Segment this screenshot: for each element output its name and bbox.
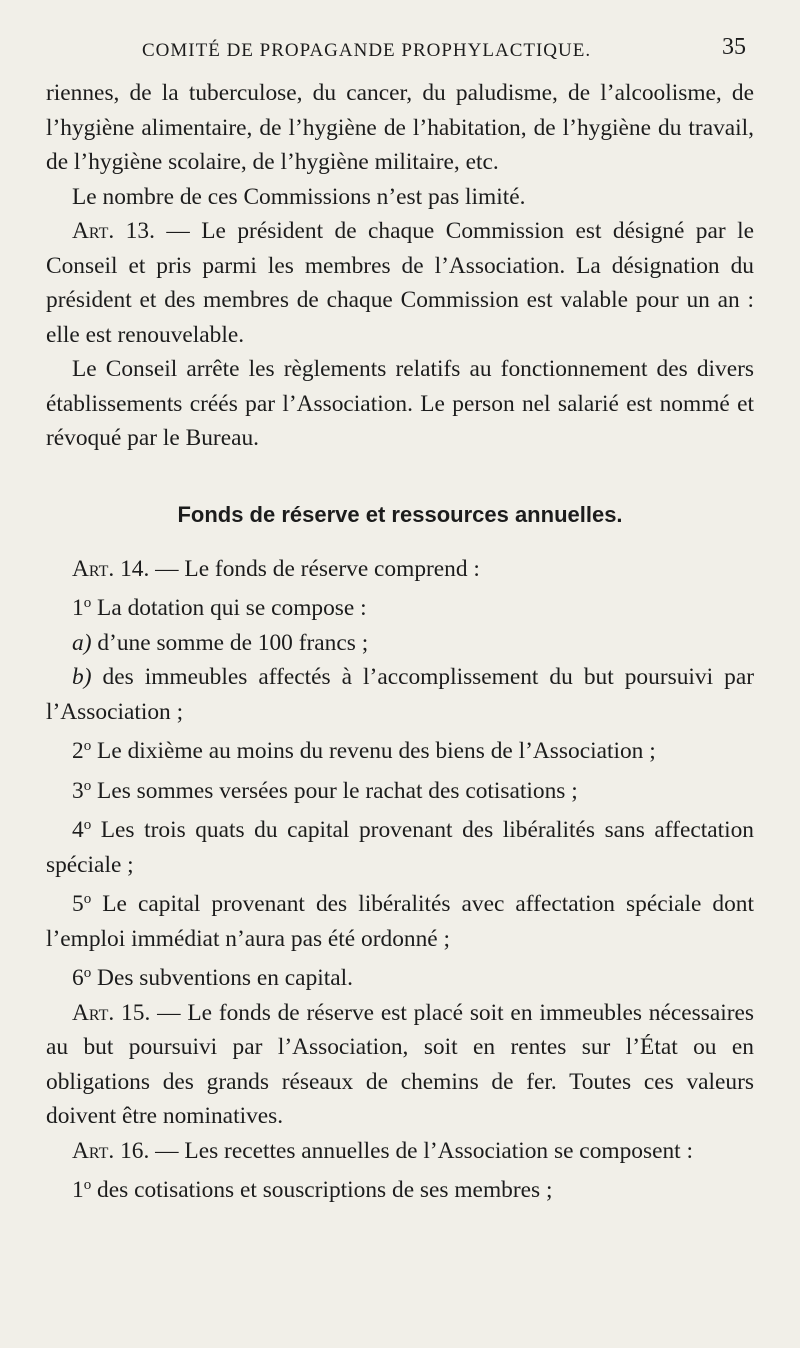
list-item-text: Le dixième au moins du revenu des biens de l’Association ; [91,738,656,764]
list-item-text: des immeubles affectés à l’accomplissement du but poursuivi par l’Association ; [46,664,754,725]
list-item-number: 1 [72,1177,84,1203]
list-item-text: Les trois quats du capital provenant des libéralités sans affectation spéciale ; [46,817,754,878]
list-item-number: 1 [72,595,84,621]
article-14 [46,552,754,587]
article-label: Art. [72,999,115,1026]
article-14-text: 14. — Le fonds de réserve comprend : [114,555,480,582]
ordinal-mark: o [83,817,92,833]
list-item-text: Les sommes versées pour le rachat des cotisations ; [91,777,578,804]
article-16 [46,1134,754,1169]
body-text [46,76,754,1208]
list-item-number: 4 [72,817,84,843]
list-item-4 [46,808,754,882]
article-label: Art. [72,218,115,244]
list-item-number: 2 [72,738,84,764]
paragraph-conseil: Le Conseil arrête les règlements relatifs au fonctionnement des divers établissements créés par l’Association. Le person nel salarié est nommé et révoqué par le Bureau. [46,356,754,451]
list-item-3 [46,769,754,809]
running-head [46,32,754,62]
article-label: Art. [72,1137,115,1164]
page-number: 35 [722,34,746,60]
paragraph-continuation: riennes, de la tuberculose, du cancer, du paludisme, de l’alcoolisme, de l’hygiène alimentaire, de l’hygiène de l’habitation, de l’hygiène du travail, de l’hygiène scolaire, de l’hygiène militaire, etc. [46,80,754,175]
ordinal-mark: o [83,1177,92,1193]
article-13 [46,214,754,352]
list-item-2 [46,729,754,769]
list-item-text: La dotation qui se compose : [91,595,367,621]
section-heading: Fonds de réserve et ressources annuelles. [177,501,623,527]
list-item-1 [46,1168,754,1208]
ordinal-mark: o [83,595,92,611]
article-13-text: 13. — Le président de chaque Commission est désigné par le Conseil et pris parmi les membres de l’Association. La désignation du président et des membres de chaque Commission est valable pour un an : elle est renouvelable. [46,218,754,348]
ordinal-mark: o [83,891,92,907]
list-item-letter: b) [72,664,92,690]
list-item-number: 5 [72,891,84,917]
list-item-text: Des subventions en capital. [91,965,353,991]
list-item-text: Le capital provenant des libéralités avec affectation spéciale dont l’emploi immédiat n’aura pas été ordonné ; [46,891,754,952]
list-item-6 [46,956,754,996]
article-15-text: 15. — Le fonds de réserve est placé soit en immeubles nécessaires au but poursuivi par l’Association, soit en rentes sur l’État ou en obligations des grands réseaux de chemins de fer. Toutes ces valeurs doivent être nominatives. [46,999,754,1129]
list-item-b [46,660,754,729]
list-item-a [46,626,754,661]
list-item-1 [46,586,754,626]
list-item-number: 3 [72,777,84,804]
list-item-text: des cotisations et souscriptions de ses membres ; [91,1177,553,1203]
article-label: Art. [72,555,115,582]
list-item-number: 6 [72,965,84,991]
list-item-letter: a) [72,629,92,656]
ordinal-mark: o [83,777,92,794]
ordinal-mark: o [83,965,92,981]
article-15 [46,996,754,1134]
article-16-text: 16. — Les recettes annuelles de l’Association se composent : [114,1137,693,1164]
paragraph-commissions-count: Le nombre de ces Commissions n’est pas limité. [72,183,526,210]
list-item-text: d’une somme de 100 francs ; [91,629,369,656]
list-item-5 [46,882,754,956]
ordinal-mark: o [83,738,92,754]
running-head-title: COMITÉ DE PROPAGANDE PROPHYLACTIQUE. [142,40,592,61]
